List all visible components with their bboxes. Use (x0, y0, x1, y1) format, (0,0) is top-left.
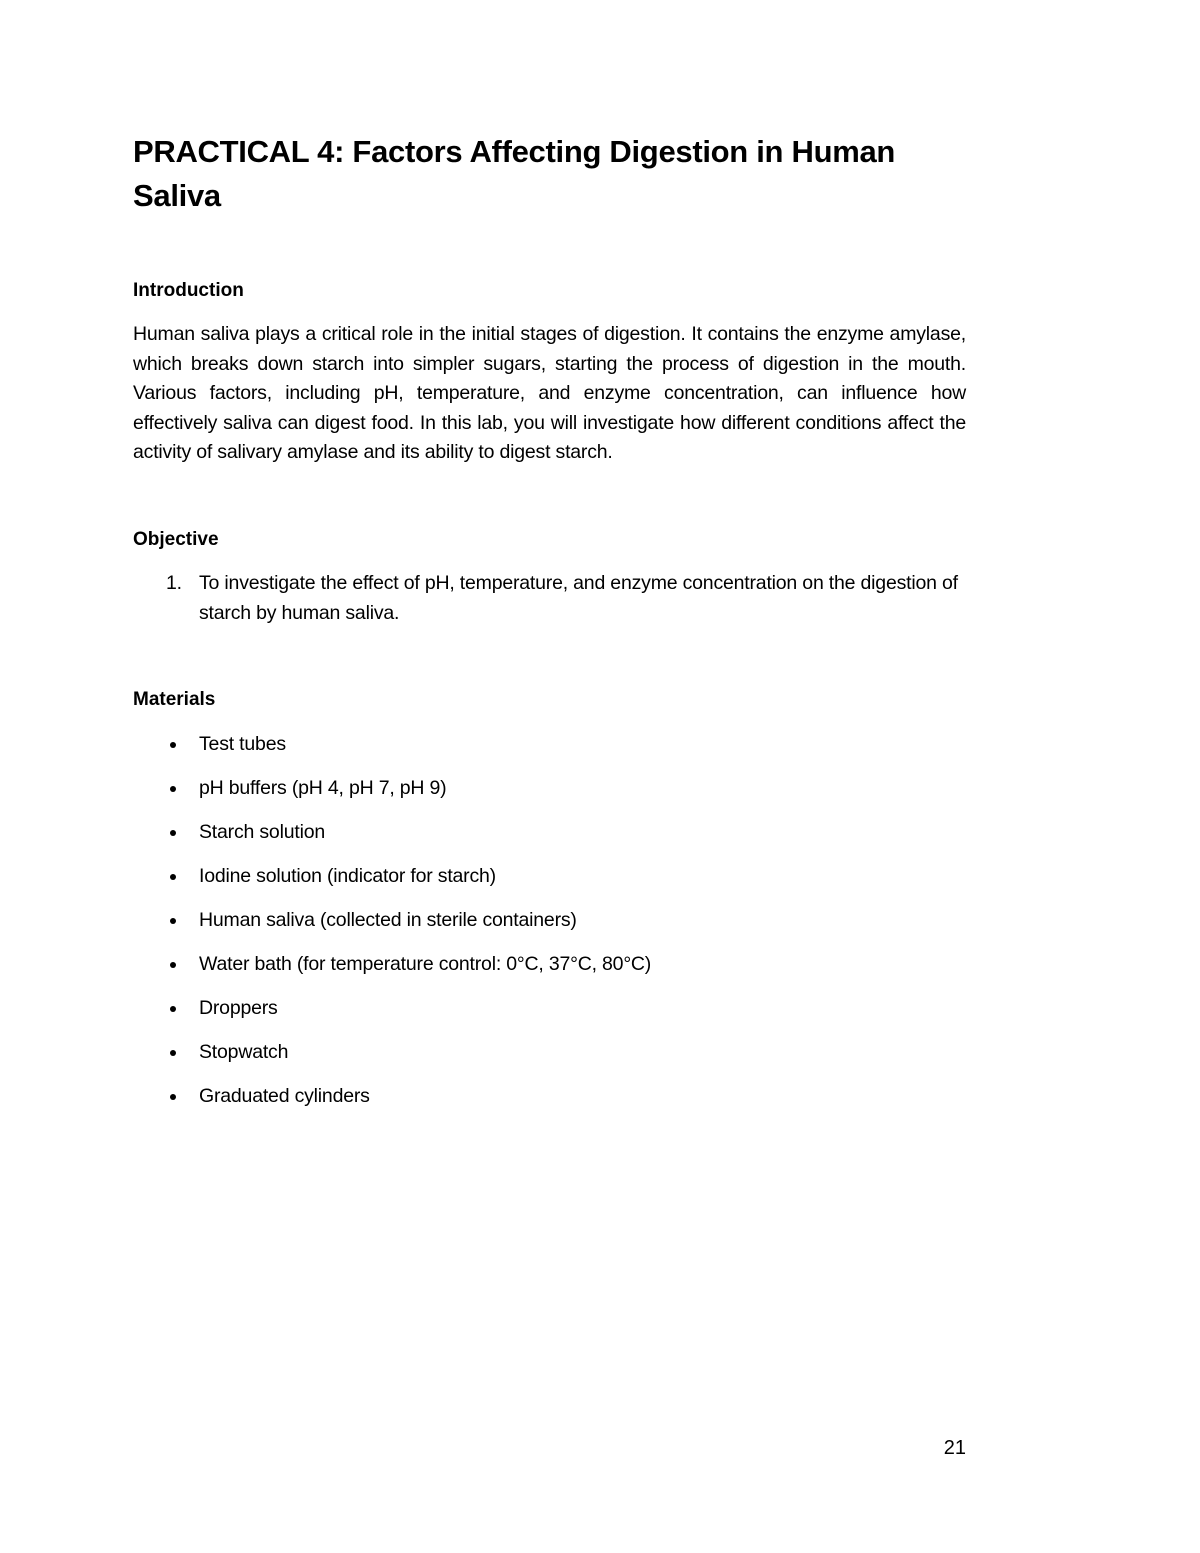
material-item (133, 950, 966, 994)
materials-list (133, 730, 966, 1126)
material-text: pH buffers (pH 4, pH 7, pH 9) (199, 777, 447, 799)
bullet-icon (170, 918, 176, 924)
material-text: Human saliva (collected in sterile containers) (199, 909, 577, 931)
bullet-icon (170, 1006, 176, 1012)
material-item (133, 774, 966, 818)
material-text: Stopwatch (199, 1041, 289, 1063)
objective-heading: Objective (133, 529, 219, 550)
material-item (133, 730, 966, 774)
objective-list (133, 569, 966, 628)
page-number: 21 (943, 1437, 966, 1459)
bullet-icon (170, 786, 176, 792)
introduction-heading: Introduction (133, 280, 244, 301)
introduction-paragraph: Human saliva plays a critical role in the initial stages of digestion. It contains the enzyme amylase, which breaks down starch into simpler sugars, starting the process of digestion in the mouth. Various factors, including pH, temperature, and enzyme concentration, can influence how effectively saliva can digest food. In this lab, you will investigate how different conditions affect the activity of salivary amylase and its ability to digest starch. (133, 323, 966, 463)
material-text: Droppers (199, 997, 278, 1019)
material-item (133, 906, 966, 950)
material-text: Graduated cylinders (199, 1085, 370, 1107)
bullet-icon (170, 874, 176, 880)
bullet-icon (170, 742, 176, 748)
objective-text: To investigate the effect of pH, temperature, and enzyme concentration on the digestion of starch by human saliva. (199, 572, 958, 624)
bullet-icon (170, 830, 176, 836)
material-item (133, 862, 966, 906)
bullet-icon (170, 962, 176, 968)
material-item (133, 1082, 966, 1126)
bullet-icon (170, 1094, 176, 1100)
material-item (133, 1038, 966, 1082)
material-text: Water bath (for temperature control: 0°C, 37°C, 80°C) (199, 953, 652, 975)
material-text: Test tubes (199, 733, 286, 755)
material-item (133, 994, 966, 1038)
bullet-icon (170, 1050, 176, 1056)
objective-number: 1. (166, 572, 182, 594)
material-item (133, 818, 966, 862)
material-text: Iodine solution (indicator for starch) (199, 865, 496, 887)
materials-heading: Materials (133, 689, 216, 710)
material-text: Starch solution (199, 821, 325, 843)
page-title: PRACTICAL 4: Factors Affecting Digestion in Human Saliva (133, 134, 896, 213)
objective-item (133, 569, 966, 628)
